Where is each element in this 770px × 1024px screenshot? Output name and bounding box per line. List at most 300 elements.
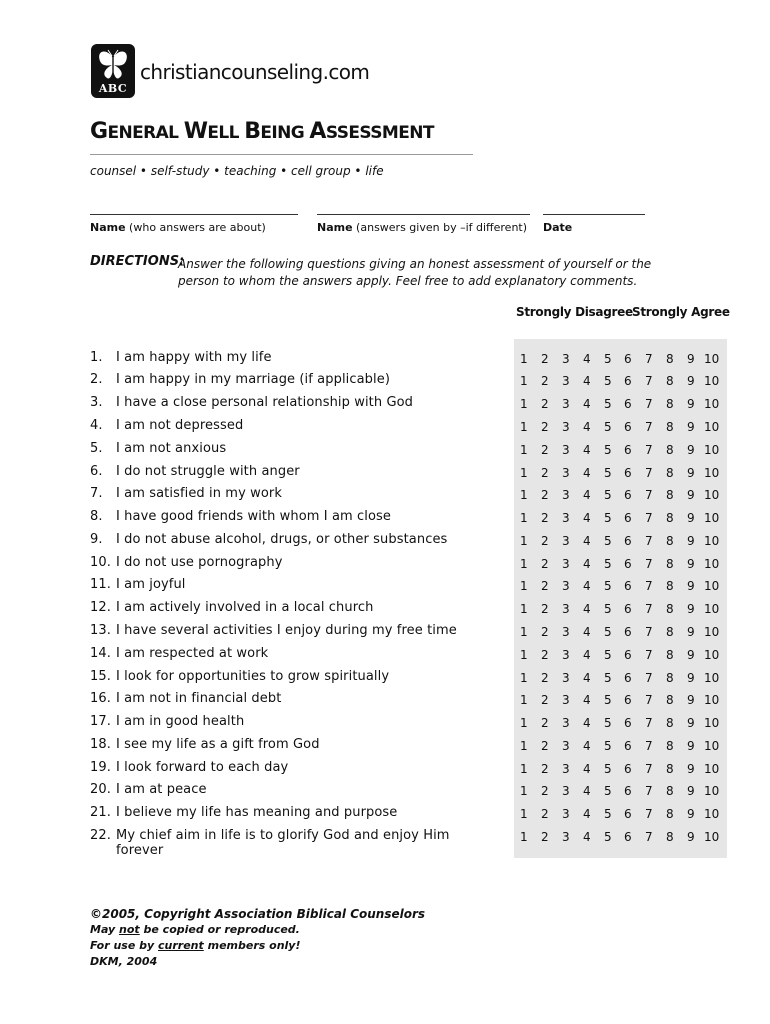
- question-number: 22.: [90, 828, 111, 843]
- rating-option-10[interactable]: 10: [704, 807, 720, 821]
- rating-option-9[interactable]: 9: [687, 807, 695, 821]
- question-number: 20.: [90, 782, 111, 797]
- rating-option-3[interactable]: 3: [562, 352, 570, 366]
- rating-option-6[interactable]: 6: [624, 352, 632, 366]
- rating-option-10[interactable]: 10: [704, 648, 720, 662]
- rating-option-4[interactable]: 4: [583, 830, 591, 844]
- rating-option-10[interactable]: 10: [704, 352, 720, 366]
- site-name: christiancounseling.com: [140, 60, 370, 84]
- rating-scale-row: [514, 557, 727, 573]
- question-item: [90, 555, 283, 570]
- rating-option-6[interactable]: 6: [624, 716, 632, 730]
- rating-option-7[interactable]: 7: [645, 671, 653, 685]
- rating-option-2[interactable]: 2: [541, 648, 549, 662]
- rating-option-6[interactable]: 6: [624, 511, 632, 525]
- rating-option-7[interactable]: 7: [645, 534, 653, 548]
- title-divider: [90, 154, 473, 155]
- rating-option-9[interactable]: 9: [687, 762, 695, 776]
- rating-option-2[interactable]: 2: [541, 693, 549, 707]
- rating-option-9[interactable]: 9: [687, 374, 695, 388]
- question-item: [90, 441, 226, 456]
- question-number: 4.: [90, 418, 103, 433]
- rating-option-4[interactable]: 4: [583, 602, 591, 616]
- rating-option-9[interactable]: 9: [687, 534, 695, 548]
- rating-option-6[interactable]: 6: [624, 648, 632, 662]
- rating-option-1[interactable]: 1: [520, 693, 528, 707]
- rating-option-7[interactable]: 7: [645, 693, 653, 707]
- rating-option-1[interactable]: 1: [520, 716, 528, 730]
- rating-option-3[interactable]: 3: [562, 716, 570, 730]
- question-item: [90, 737, 320, 752]
- rating-option-3[interactable]: 3: [562, 784, 570, 798]
- rating-option-5[interactable]: 5: [604, 762, 612, 776]
- rating-option-8[interactable]: 8: [666, 693, 674, 707]
- rating-option-7[interactable]: 7: [645, 374, 653, 388]
- rating-option-7[interactable]: 7: [645, 716, 653, 730]
- question-item: [90, 805, 397, 820]
- rating-option-9[interactable]: 9: [687, 397, 695, 411]
- rating-option-2[interactable]: 2: [541, 557, 549, 571]
- rating-option-5[interactable]: 5: [604, 693, 612, 707]
- rating-option-10[interactable]: 10: [704, 534, 720, 548]
- rating-option-10[interactable]: 10: [704, 625, 720, 639]
- rating-option-2[interactable]: 2: [541, 762, 549, 776]
- rating-option-5[interactable]: 5: [604, 807, 612, 821]
- question-item: [90, 372, 390, 387]
- rating-option-2[interactable]: 2: [541, 739, 549, 753]
- rating-option-1[interactable]: 1: [520, 466, 528, 480]
- title-segment: B: [244, 119, 261, 144]
- rating-option-6[interactable]: 6: [624, 579, 632, 593]
- rating-option-5[interactable]: 5: [604, 602, 612, 616]
- question-number: 14.: [90, 646, 111, 661]
- rating-option-3[interactable]: 3: [562, 671, 570, 685]
- rating-option-4[interactable]: 4: [583, 762, 591, 776]
- rating-option-6[interactable]: 6: [624, 420, 632, 434]
- rating-option-1[interactable]: 1: [520, 511, 528, 525]
- rating-option-1[interactable]: 1: [520, 648, 528, 662]
- rating-option-2[interactable]: 2: [541, 420, 549, 434]
- rating-option-8[interactable]: 8: [666, 671, 674, 685]
- rating-option-1[interactable]: 1: [520, 807, 528, 821]
- title-segment: W: [183, 119, 208, 144]
- rating-option-10[interactable]: 10: [704, 739, 720, 753]
- rating-option-2[interactable]: 2: [541, 443, 549, 457]
- rating-option-10[interactable]: 10: [704, 671, 720, 685]
- rating-option-2[interactable]: 2: [541, 784, 549, 798]
- rating-option-8[interactable]: 8: [666, 374, 674, 388]
- question-item: [90, 418, 243, 433]
- page-title: [90, 119, 434, 144]
- question-text: I have good friends with whom I am close: [116, 509, 392, 524]
- question-number: 9.: [90, 532, 103, 547]
- rating-option-5[interactable]: 5: [604, 784, 612, 798]
- rating-option-6[interactable]: 6: [624, 693, 632, 707]
- question-item: [90, 623, 457, 638]
- question-text: I am not depressed: [116, 418, 244, 433]
- rating-option-6[interactable]: 6: [624, 807, 632, 821]
- rating-option-6[interactable]: 6: [624, 466, 632, 480]
- rating-option-3[interactable]: 3: [562, 466, 570, 480]
- rating-scale-row: [514, 374, 727, 390]
- question-item: [90, 532, 447, 547]
- rating-option-7[interactable]: 7: [645, 648, 653, 662]
- rating-option-4[interactable]: 4: [583, 739, 591, 753]
- rating-option-7[interactable]: 7: [645, 602, 653, 616]
- date-line: [543, 214, 645, 215]
- rating-option-4[interactable]: 4: [583, 557, 591, 571]
- question-text: I am not in financial debt: [116, 691, 282, 706]
- rating-option-3[interactable]: 3: [562, 693, 570, 707]
- question-number: 5.: [90, 441, 103, 456]
- rating-option-4[interactable]: 4: [583, 784, 591, 798]
- question-text: I have several activities I enjoy during my free time: [116, 623, 457, 638]
- name-about-label: Name (who answers are about): [90, 221, 266, 234]
- rating-option-9[interactable]: 9: [687, 420, 695, 434]
- directions-label: DIRECTIONS:: [90, 254, 185, 269]
- question-text: I believe my life has meaning and purpose: [116, 805, 398, 820]
- rating-option-3[interactable]: 3: [562, 830, 570, 844]
- rating-option-1[interactable]: 1: [520, 830, 528, 844]
- rating-option-5[interactable]: 5: [604, 466, 612, 480]
- question-text: I look for opportunities to grow spiritually: [116, 669, 390, 684]
- rating-option-8[interactable]: 8: [666, 443, 674, 457]
- question-text: I am happy with my life: [116, 350, 272, 365]
- rating-option-4[interactable]: 4: [583, 671, 591, 685]
- rating-option-6[interactable]: 6: [624, 488, 632, 502]
- rating-option-2[interactable]: 2: [541, 579, 549, 593]
- rating-scale-row: [514, 784, 727, 800]
- logo-text: ABC: [98, 82, 128, 95]
- rating-option-4[interactable]: 4: [583, 352, 591, 366]
- rating-option-4[interactable]: 4: [583, 693, 591, 707]
- question-number: 19.: [90, 760, 111, 775]
- rating-option-8[interactable]: 8: [666, 716, 674, 730]
- rating-option-6[interactable]: 6: [624, 830, 632, 844]
- rating-scale-row: [514, 807, 727, 823]
- rating-option-10[interactable]: 10: [704, 716, 720, 730]
- rating-option-5[interactable]: 5: [604, 374, 612, 388]
- question-number: 12.: [90, 600, 111, 615]
- question-number: 2.: [90, 372, 103, 387]
- rating-option-3[interactable]: 3: [562, 579, 570, 593]
- rating-option-8[interactable]: 8: [666, 648, 674, 662]
- rating-option-4[interactable]: 4: [583, 716, 591, 730]
- rating-option-5[interactable]: 5: [604, 488, 612, 502]
- rating-column-background: [514, 339, 727, 858]
- rating-option-4[interactable]: 4: [583, 488, 591, 502]
- rating-option-4[interactable]: 4: [583, 579, 591, 593]
- rating-option-3[interactable]: 3: [562, 397, 570, 411]
- rating-option-5[interactable]: 5: [604, 648, 612, 662]
- rating-option-1[interactable]: 1: [520, 557, 528, 571]
- rating-option-7[interactable]: 7: [645, 511, 653, 525]
- rating-option-9[interactable]: 9: [687, 511, 695, 525]
- rating-option-10[interactable]: 10: [704, 397, 720, 411]
- rating-option-8[interactable]: 8: [666, 784, 674, 798]
- rating-option-2[interactable]: 2: [541, 671, 549, 685]
- rating-option-7[interactable]: 7: [645, 762, 653, 776]
- rating-option-4[interactable]: 4: [583, 374, 591, 388]
- rating-option-9[interactable]: 9: [687, 830, 695, 844]
- rating-option-9[interactable]: 9: [687, 739, 695, 753]
- rating-option-7[interactable]: 7: [645, 579, 653, 593]
- rating-option-6[interactable]: 6: [624, 625, 632, 639]
- rating-option-8[interactable]: 8: [666, 488, 674, 502]
- rating-option-9[interactable]: 9: [687, 466, 695, 480]
- question-number: 21.: [90, 805, 111, 820]
- rating-option-9[interactable]: 9: [687, 443, 695, 457]
- rating-option-6[interactable]: 6: [624, 557, 632, 571]
- rating-option-8[interactable]: 8: [666, 534, 674, 548]
- rating-option-8[interactable]: 8: [666, 625, 674, 639]
- rating-option-1[interactable]: 1: [520, 579, 528, 593]
- question-item: [90, 350, 272, 365]
- rating-option-10[interactable]: 10: [704, 579, 720, 593]
- rating-option-4[interactable]: 4: [583, 807, 591, 821]
- rating-option-9[interactable]: 9: [687, 716, 695, 730]
- rating-option-3[interactable]: 3: [562, 762, 570, 776]
- rating-option-7[interactable]: 7: [645, 739, 653, 753]
- question-number: 13.: [90, 623, 111, 638]
- title-segment: G: [90, 119, 108, 144]
- rating-option-7[interactable]: 7: [645, 420, 653, 434]
- question-number: 11.: [90, 577, 111, 592]
- rating-option-6[interactable]: 6: [624, 671, 632, 685]
- rating-option-3[interactable]: 3: [562, 511, 570, 525]
- question-item: [90, 646, 268, 661]
- rating-option-5[interactable]: 5: [604, 716, 612, 730]
- rating-option-5[interactable]: 5: [604, 830, 612, 844]
- rating-option-1[interactable]: 1: [520, 534, 528, 548]
- scale-low-label: Strongly Disagree: [516, 305, 633, 319]
- tagline: counsel • self-study • teaching • cell group • life: [90, 164, 384, 178]
- rating-option-2[interactable]: 2: [541, 625, 549, 639]
- rating-option-10[interactable]: 10: [704, 602, 720, 616]
- rating-option-2[interactable]: 2: [541, 511, 549, 525]
- rating-option-5[interactable]: 5: [604, 352, 612, 366]
- rating-option-1[interactable]: 1: [520, 671, 528, 685]
- rating-scale-row: [514, 466, 727, 482]
- rating-option-9[interactable]: 9: [687, 488, 695, 502]
- rating-option-8[interactable]: 8: [666, 602, 674, 616]
- copyright-text: ©2005, Copyright Association Biblical Counselors: [90, 907, 426, 921]
- rating-option-8[interactable]: 8: [666, 511, 674, 525]
- rating-option-4[interactable]: 4: [583, 534, 591, 548]
- rating-option-7[interactable]: 7: [645, 557, 653, 571]
- question-item: [90, 669, 389, 684]
- rating-option-3[interactable]: 3: [562, 488, 570, 502]
- rating-option-2[interactable]: 2: [541, 830, 549, 844]
- rating-scale-row: [514, 352, 727, 368]
- rating-option-1[interactable]: 1: [520, 397, 528, 411]
- question-item: [90, 395, 413, 410]
- rating-option-10[interactable]: 10: [704, 557, 720, 571]
- rating-option-10[interactable]: 10: [704, 374, 720, 388]
- abc-logo: [91, 44, 135, 98]
- rating-option-8[interactable]: 8: [666, 739, 674, 753]
- rating-option-10[interactable]: 10: [704, 762, 720, 776]
- rating-option-10[interactable]: 10: [704, 693, 720, 707]
- rating-option-9[interactable]: 9: [687, 625, 695, 639]
- rating-option-1[interactable]: 1: [520, 739, 528, 753]
- rating-option-3[interactable]: 3: [562, 625, 570, 639]
- rating-option-4[interactable]: 4: [583, 648, 591, 662]
- question-item: [90, 600, 373, 615]
- rating-option-6[interactable]: 6: [624, 443, 632, 457]
- rating-option-3[interactable]: 3: [562, 807, 570, 821]
- rating-option-10[interactable]: 10: [704, 488, 720, 502]
- rating-option-6[interactable]: 6: [624, 739, 632, 753]
- rating-scale-row: [514, 488, 727, 504]
- rating-option-9[interactable]: 9: [687, 557, 695, 571]
- question-text: I do not use pornography: [116, 555, 283, 570]
- question-number: 1.: [90, 350, 103, 365]
- rating-option-8[interactable]: 8: [666, 762, 674, 776]
- rating-option-2[interactable]: 2: [541, 397, 549, 411]
- rating-option-2[interactable]: 2: [541, 534, 549, 548]
- rating-option-7[interactable]: 7: [645, 625, 653, 639]
- rating-option-5[interactable]: 5: [604, 534, 612, 548]
- rating-option-1[interactable]: 1: [520, 762, 528, 776]
- rating-scale-row: [514, 830, 727, 846]
- question-text: I see my life as a gift from God: [116, 737, 320, 752]
- rating-option-3[interactable]: 3: [562, 374, 570, 388]
- rating-option-7[interactable]: 7: [645, 488, 653, 502]
- question-text: I am joyful: [116, 577, 186, 592]
- rating-scale-row: [514, 397, 727, 413]
- rating-option-6[interactable]: 6: [624, 784, 632, 798]
- question-text: I look forward to each day: [116, 760, 289, 775]
- rating-option-9[interactable]: 9: [687, 784, 695, 798]
- rating-option-5[interactable]: 5: [604, 739, 612, 753]
- rating-option-8[interactable]: 8: [666, 579, 674, 593]
- rating-scale-row: [514, 625, 727, 641]
- date-label: Date: [543, 221, 573, 234]
- rating-option-6[interactable]: 6: [624, 762, 632, 776]
- question-number: 17.: [90, 714, 111, 729]
- rating-option-4[interactable]: 4: [583, 625, 591, 639]
- question-text: I am happy in my marriage (if applicable): [116, 372, 391, 387]
- rating-option-3[interactable]: 3: [562, 443, 570, 457]
- rating-option-4[interactable]: 4: [583, 511, 591, 525]
- question-text: I do not abuse alcohol, drugs, or other substances: [116, 532, 448, 547]
- rating-option-7[interactable]: 7: [645, 443, 653, 457]
- rating-option-10[interactable]: 10: [704, 443, 720, 457]
- rating-option-1[interactable]: 1: [520, 443, 528, 457]
- rating-option-7[interactable]: 7: [645, 466, 653, 480]
- rating-option-7[interactable]: 7: [645, 352, 653, 366]
- rating-option-1[interactable]: 1: [520, 625, 528, 639]
- rating-option-6[interactable]: 6: [624, 534, 632, 548]
- rating-option-1[interactable]: 1: [520, 374, 528, 388]
- rating-option-1[interactable]: 1: [520, 352, 528, 366]
- rating-option-1[interactable]: 1: [520, 602, 528, 616]
- rating-option-10[interactable]: 10: [704, 420, 720, 434]
- rating-option-8[interactable]: 8: [666, 830, 674, 844]
- rating-option-3[interactable]: 3: [562, 534, 570, 548]
- rating-option-10[interactable]: 10: [704, 466, 720, 480]
- rating-option-10[interactable]: 10: [704, 784, 720, 798]
- rating-option-6[interactable]: 6: [624, 374, 632, 388]
- title-segment: SSESSMENT: [325, 123, 434, 143]
- rating-scale-row: [514, 716, 727, 732]
- rating-option-2[interactable]: 2: [541, 807, 549, 821]
- rating-option-3[interactable]: 3: [562, 602, 570, 616]
- rating-option-9[interactable]: 9: [687, 671, 695, 685]
- rating-option-4[interactable]: 4: [583, 443, 591, 457]
- question-text: I am at peace: [116, 782, 207, 797]
- rating-option-2[interactable]: 2: [541, 602, 549, 616]
- rating-option-6[interactable]: 6: [624, 602, 632, 616]
- rating-scale-row: [514, 762, 727, 778]
- rating-option-4[interactable]: 4: [583, 420, 591, 434]
- rating-option-5[interactable]: 5: [604, 443, 612, 457]
- rating-option-3[interactable]: 3: [562, 420, 570, 434]
- rating-option-5[interactable]: 5: [604, 511, 612, 525]
- rating-option-10[interactable]: 10: [704, 511, 720, 525]
- rating-option-5[interactable]: 5: [604, 420, 612, 434]
- rating-option-7[interactable]: 7: [645, 784, 653, 798]
- rating-option-3[interactable]: 3: [562, 648, 570, 662]
- rating-option-6[interactable]: 6: [624, 397, 632, 411]
- rating-option-5[interactable]: 5: [604, 625, 612, 639]
- rating-option-9[interactable]: 9: [687, 602, 695, 616]
- rating-option-1[interactable]: 1: [520, 488, 528, 502]
- rating-option-1[interactable]: 1: [520, 784, 528, 798]
- rating-option-1[interactable]: 1: [520, 420, 528, 434]
- rating-option-8[interactable]: 8: [666, 352, 674, 366]
- rating-option-8[interactable]: 8: [666, 397, 674, 411]
- rating-option-2[interactable]: 2: [541, 352, 549, 366]
- question-item: [90, 486, 282, 501]
- rating-option-9[interactable]: 9: [687, 648, 695, 662]
- rating-option-2[interactable]: 2: [541, 716, 549, 730]
- rating-scale-row: [514, 443, 727, 459]
- question-item: [90, 509, 391, 524]
- rating-option-5[interactable]: 5: [604, 397, 612, 411]
- rating-option-5[interactable]: 5: [604, 579, 612, 593]
- rating-option-8[interactable]: 8: [666, 557, 674, 571]
- rating-option-9[interactable]: 9: [687, 693, 695, 707]
- rating-option-4[interactable]: 4: [583, 397, 591, 411]
- rating-option-7[interactable]: 7: [645, 397, 653, 411]
- rating-option-8[interactable]: 8: [666, 466, 674, 480]
- name-about-line: [90, 214, 298, 215]
- rating-option-3[interactable]: 3: [562, 739, 570, 753]
- rating-option-9[interactable]: 9: [687, 579, 695, 593]
- rating-option-3[interactable]: 3: [562, 557, 570, 571]
- question-item: [90, 828, 450, 858]
- rating-scale-row: [514, 602, 727, 618]
- question-item: [90, 782, 207, 797]
- rating-option-4[interactable]: 4: [583, 466, 591, 480]
- rating-option-8[interactable]: 8: [666, 420, 674, 434]
- rating-option-5[interactable]: 5: [604, 671, 612, 685]
- rating-option-7[interactable]: 7: [645, 807, 653, 821]
- rating-scale-row: [514, 511, 727, 527]
- rating-option-2[interactable]: 2: [541, 374, 549, 388]
- rating-option-7[interactable]: 7: [645, 830, 653, 844]
- question-item: [90, 464, 300, 479]
- rating-option-8[interactable]: 8: [666, 807, 674, 821]
- question-item: [90, 760, 288, 775]
- rating-option-2[interactable]: 2: [541, 488, 549, 502]
- rating-option-9[interactable]: 9: [687, 352, 695, 366]
- rating-option-10[interactable]: 10: [704, 830, 720, 844]
- rating-option-2[interactable]: 2: [541, 466, 549, 480]
- rating-option-5[interactable]: 5: [604, 557, 612, 571]
